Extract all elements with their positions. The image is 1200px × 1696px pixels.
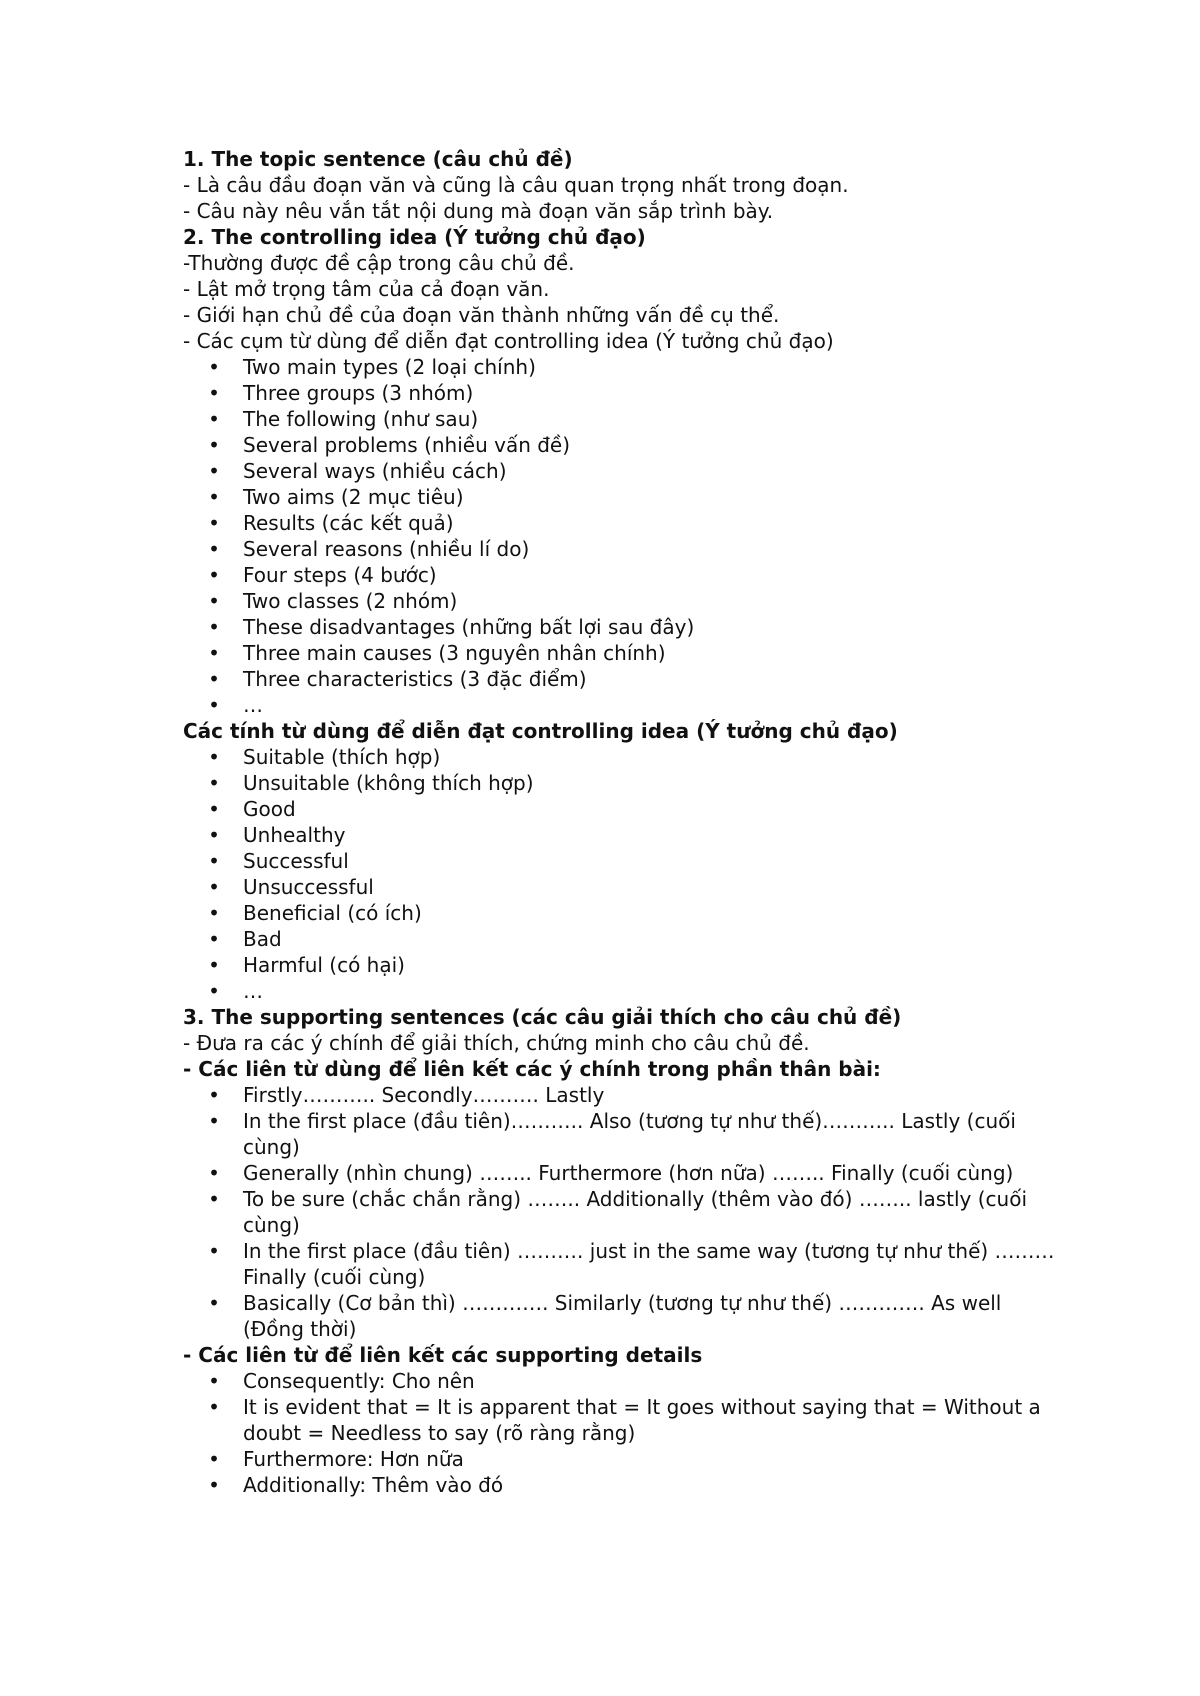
bullet-icon: • xyxy=(208,771,220,795)
list-item-text: These disadvantages (những bất lợi sau đây) xyxy=(243,615,695,639)
bullet-icon: • xyxy=(208,979,220,1003)
bullet-icon: • xyxy=(208,1291,220,1315)
section-heading: 1. The topic sentence (câu chủ đề) xyxy=(183,147,573,171)
list-item xyxy=(183,484,1063,510)
list-item-text: To be sure (chắc chắn rằng) …….. Additionally (thêm vào đó) …….. lastly (cuối cùng) xyxy=(243,1187,1027,1237)
section-heading: - Các liên từ dùng để liên kết các ý chính trong phần thân bài: xyxy=(183,1057,881,1081)
list-item-text: Three main causes (3 nguyên nhân chính) xyxy=(243,641,666,665)
list-item-text: Several reasons (nhiều lí do) xyxy=(243,537,530,561)
bullet-icon: • xyxy=(208,1395,220,1419)
bullet-list xyxy=(183,744,1063,1004)
bullet-icon: • xyxy=(208,1369,220,1393)
list-item xyxy=(183,952,1063,978)
list-item-text: Consequently: Cho nên xyxy=(243,1369,475,1393)
bullet-icon: • xyxy=(208,563,220,587)
bullet-icon: • xyxy=(208,875,220,899)
list-item xyxy=(183,822,1063,848)
list-item-text: Two aims (2 mục tiêu) xyxy=(243,485,464,509)
list-item-text: In the first place (đầu tiên) ………. just in the same way (tương tự như thế) ……… Finally (cuối cùng) xyxy=(243,1239,1055,1289)
list-item-text: Suitable (thích hợp) xyxy=(243,745,441,769)
bullet-icon: • xyxy=(208,745,220,769)
list-item xyxy=(183,874,1063,900)
bullet-icon: • xyxy=(208,459,220,483)
list-item-text: Beneficial (có ích) xyxy=(243,901,422,925)
list-item-text: Two classes (2 nhóm) xyxy=(243,589,458,613)
section-heading: 2. The controlling idea (Ý tưởng chủ đạo) xyxy=(183,225,646,249)
bullet-icon: • xyxy=(208,667,220,691)
bullet-icon: • xyxy=(208,1083,220,1107)
list-item xyxy=(183,1238,1063,1290)
list-item xyxy=(183,978,1063,1004)
list-item-text: Several ways (nhiều cách) xyxy=(243,459,507,483)
list-item-text: Furthermore: Hơn nữa xyxy=(243,1447,464,1471)
list-item xyxy=(183,1446,1063,1472)
list-item xyxy=(183,1108,1063,1160)
list-item xyxy=(183,640,1063,666)
list-item-text: … xyxy=(243,693,263,717)
list-item-text: Generally (nhìn chung) …….. Furthermore (hơn nữa) …….. Finally (cuối cùng) xyxy=(243,1161,1014,1185)
list-item xyxy=(183,354,1063,380)
list-item-text: Several problems (nhiều vấn đề) xyxy=(243,433,571,457)
bullet-icon: • xyxy=(208,589,220,613)
paragraph-line: - Giới hạn chủ đề của đoạn văn thành những vấn đề cụ thể. xyxy=(183,303,780,327)
bullet-list xyxy=(183,1082,1063,1342)
list-item xyxy=(183,380,1063,406)
section-heading: Các tính từ dùng để diễn đạt controlling idea (Ý tưởng chủ đạo) xyxy=(183,719,898,743)
list-item xyxy=(183,406,1063,432)
section-heading: 3. The supporting sentences (các câu giải thích cho câu chủ đề) xyxy=(183,1005,902,1029)
list-item-text: … xyxy=(243,979,263,1003)
list-item xyxy=(183,562,1063,588)
list-item xyxy=(183,1472,1063,1498)
list-item-text: Three groups (3 nhóm) xyxy=(243,381,474,405)
paragraph-line: - Câu này nêu vắn tắt nội dung mà đoạn văn sắp trình bày. xyxy=(183,199,774,223)
list-item xyxy=(183,744,1063,770)
paragraph-line: - Là câu đầu đoạn văn và cũng là câu quan trọng nhất trong đoạn. xyxy=(183,173,849,197)
list-item xyxy=(183,458,1063,484)
paragraph-line: -Thường được đề cập trong câu chủ đề. xyxy=(183,251,575,275)
list-item-text: Three characteristics (3 đặc điểm) xyxy=(243,667,587,691)
list-item-text: Unsuccessful xyxy=(243,875,374,899)
list-item xyxy=(183,588,1063,614)
paragraph-line: - Các cụm từ dùng để diễn đạt controlling idea (Ý tưởng chủ đạo) xyxy=(183,329,834,353)
list-item xyxy=(183,770,1063,796)
list-item-text: Unhealthy xyxy=(243,823,346,847)
list-item-text: Good xyxy=(243,797,296,821)
list-item-text: Harmful (có hại) xyxy=(243,953,405,977)
bullet-icon: • xyxy=(208,927,220,951)
list-item xyxy=(183,926,1063,952)
list-item-text: In the first place (đầu tiên)……….. Also (tương tự như thế)……….. Lastly (cuối cùng) xyxy=(243,1109,1016,1159)
list-item xyxy=(183,666,1063,692)
bullet-list xyxy=(183,354,1063,718)
bullet-icon: • xyxy=(208,1187,220,1211)
bullet-icon: • xyxy=(208,823,220,847)
bullet-list xyxy=(183,1368,1063,1498)
list-item xyxy=(183,1160,1063,1186)
bullet-icon: • xyxy=(208,537,220,561)
bullet-icon: • xyxy=(208,901,220,925)
list-item xyxy=(183,510,1063,536)
bullet-icon: • xyxy=(208,485,220,509)
list-item-text: Two main types (2 loại chính) xyxy=(243,355,536,379)
list-item xyxy=(183,614,1063,640)
bullet-icon: • xyxy=(208,849,220,873)
list-item xyxy=(183,1368,1063,1394)
bullet-icon: • xyxy=(208,797,220,821)
bullet-icon: • xyxy=(208,407,220,431)
paragraph-line: - Lật mở trọng tâm của cả đoạn văn. xyxy=(183,277,550,301)
bullet-icon: • xyxy=(208,693,220,717)
list-item-text: Firstly……….. Secondly………. Lastly xyxy=(243,1083,605,1107)
bullet-icon: • xyxy=(208,1473,220,1497)
list-item-text: The following (như sau) xyxy=(243,407,479,431)
list-item-text: Bad xyxy=(243,927,282,951)
section-heading: - Các liên từ để liên kết các supporting details xyxy=(183,1343,703,1367)
list-item-text: Unsuitable (không thích hợp) xyxy=(243,771,534,795)
list-item xyxy=(183,536,1063,562)
bullet-icon: • xyxy=(208,355,220,379)
list-item-text: Results (các kết quả) xyxy=(243,511,454,535)
bullet-icon: • xyxy=(208,1447,220,1471)
bullet-icon: • xyxy=(208,1161,220,1185)
bullet-icon: • xyxy=(208,953,220,977)
list-item-text: It is evident that = It is apparent that = It goes without saying that = Without a doubt = Needless to say (rõ ràng rằng) xyxy=(243,1395,1041,1445)
list-item-text: Basically (Cơ bản thì) …………. Similarly (tương tự như thế) …………. As well (Đồng thời) xyxy=(243,1291,1002,1341)
bullet-icon: • xyxy=(208,615,220,639)
bullet-icon: • xyxy=(208,641,220,665)
list-item xyxy=(183,796,1063,822)
list-item xyxy=(183,1290,1063,1342)
list-item xyxy=(183,900,1063,926)
list-item xyxy=(183,432,1063,458)
bullet-icon: • xyxy=(208,381,220,405)
list-item xyxy=(183,692,1063,718)
bullet-icon: • xyxy=(208,1239,220,1263)
bullet-icon: • xyxy=(208,1109,220,1133)
list-item-text: Four steps (4 bước) xyxy=(243,563,437,587)
bullet-icon: • xyxy=(208,511,220,535)
list-item xyxy=(183,1082,1063,1108)
list-item-text: Additionally: Thêm vào đó xyxy=(243,1473,504,1497)
list-item-text: Successful xyxy=(243,849,349,873)
list-item xyxy=(183,1186,1063,1238)
list-item xyxy=(183,848,1063,874)
paragraph-line: - Đưa ra các ý chính để giải thích, chứng minh cho câu chủ đề. xyxy=(183,1031,810,1055)
document-body xyxy=(183,146,1063,1498)
list-item xyxy=(183,1394,1063,1446)
bullet-icon: • xyxy=(208,433,220,457)
